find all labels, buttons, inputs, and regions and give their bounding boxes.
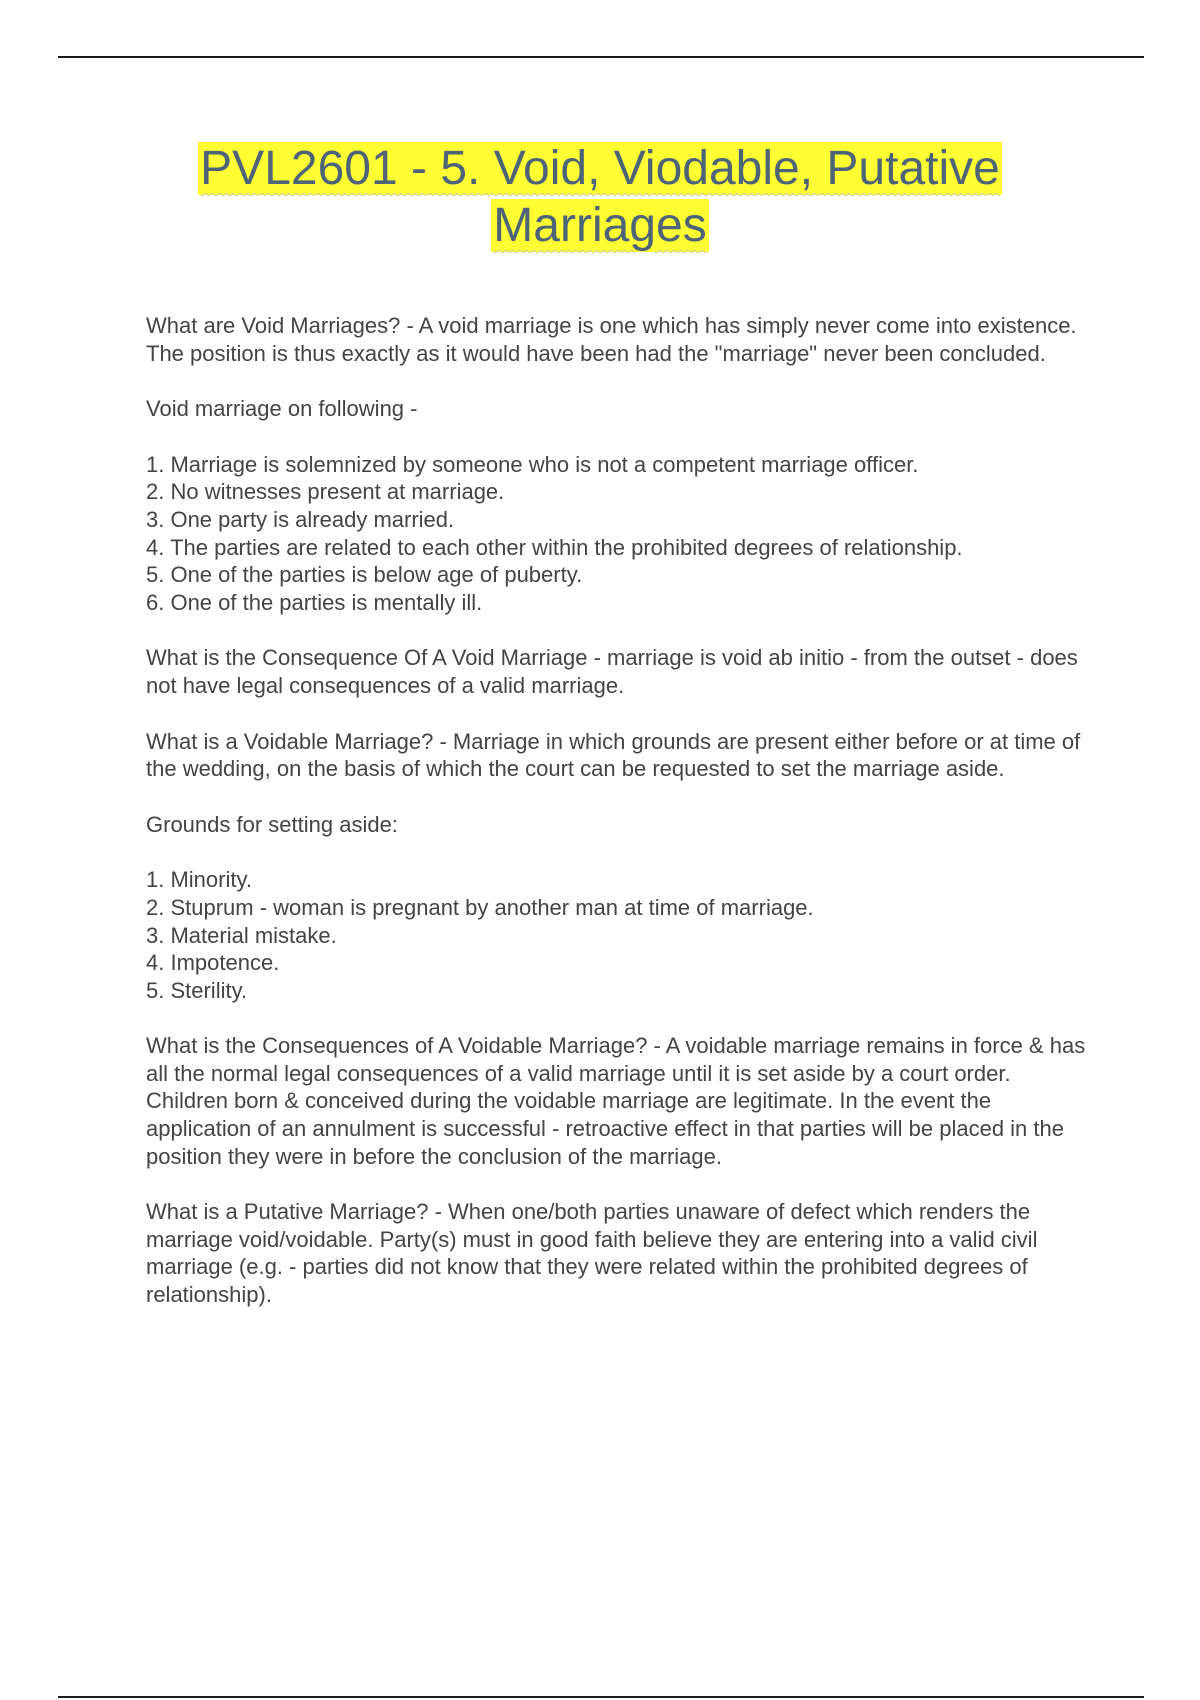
grounds-list-intro: Grounds for setting aside: (146, 811, 398, 837)
list-item: 1. Marriage is solemnized by someone who is not a competent marriage officer. (146, 451, 919, 477)
list-item: 1. Minority. (146, 867, 252, 893)
list-item: 5. One of the parties is below age of puberty. (146, 562, 583, 588)
top-rule (58, 56, 1144, 58)
title-line-2: Marriages (493, 199, 707, 252)
paragraph-voidable-marriage: What is a Voidable Marriage? - Marriage in which grounds are present either before or at time of the wedding, on the basis of which the court can be requested to set the marriage aside. (146, 728, 1081, 782)
list-item: 3. One party is already married. (146, 506, 455, 532)
list-item: 5. Sterility. (146, 977, 248, 1003)
list-item: 6. One of the parties is mentally ill. (146, 589, 483, 615)
list-item: 4. Impotence. (146, 950, 280, 976)
list-item: 3. Material mistake. (146, 922, 337, 948)
list-item: 4. The parties are related to each other within the prohibited degrees of relationship. (146, 534, 963, 560)
bottom-rule (58, 1696, 1144, 1698)
list-item: 2. No witnesses present at marriage. (146, 479, 505, 505)
paragraph-voidable-consequences: What is the Consequences of A Voidable Marriage? - A voidable marriage remains in force & has all the normal legal consequences of a valid marriage until it is set aside by a court order. Children born & conceived during the voidable marriage are legitimate. In the event the application of an annulment is successful - retroactive effect in that parties will be placed in the position they were in before the conclusion of the marriage. (146, 1033, 1086, 1169)
void-grounds-list (146, 451, 1096, 617)
document-title (100, 140, 1100, 254)
setting-aside-grounds-list (146, 866, 1096, 1004)
paragraph-void-marriages: What are Void Marriages? - A void marriage is one which has simply never come into existence. The position is thus exactly as it would have been had the "marriage" never been concluded. (146, 313, 1077, 366)
paragraph-putative-marriage: What is a Putative Marriage? - When one/both parties unaware of defect which renders the marriage void/voidable. Party(s) must in good faith believe they are entering into a valid civil marriage (e.g. - parties did not know that they were related within the prohibited degrees of relationship). (146, 1199, 1038, 1308)
paragraph-void-consequence: What is the Consequence Of A Void Marriage - marriage is void ab initio - from the outset - does not have legal consequences of a valid marriage. (146, 645, 1078, 698)
title-line-1: PVL2601 - 5. Void, Viodable, Putative (200, 142, 1000, 195)
void-list-intro: Void marriage on following - (146, 396, 418, 422)
document-body (146, 312, 1096, 1337)
list-item: 2. Stuprum - woman is pregnant by another man at time of marriage. (146, 894, 814, 920)
